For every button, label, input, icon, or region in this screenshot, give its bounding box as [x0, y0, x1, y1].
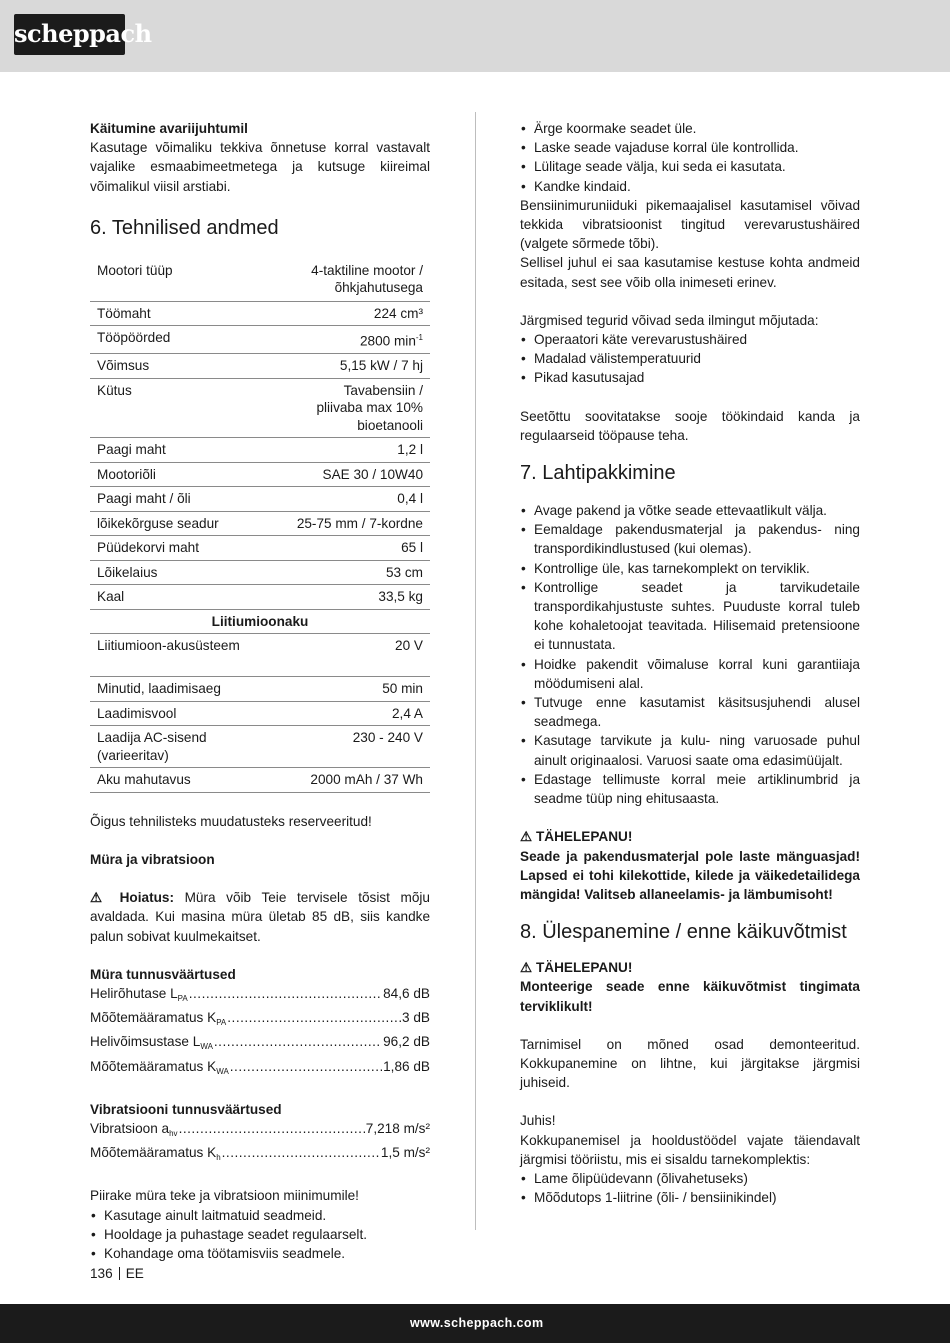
spec-label: Minutid, laadimisaeg — [90, 677, 254, 702]
spec-label: Kütus — [90, 378, 254, 438]
measure-label — [90, 1032, 213, 1056]
spec-row — [90, 701, 430, 726]
spec-value: 5,15 kW / 7 hj — [254, 354, 430, 379]
spec-value-exponent: -1 — [415, 333, 423, 343]
spec-value: 20 V — [254, 634, 430, 677]
measure-label-sub: PA — [177, 994, 188, 1004]
leader-dots — [214, 1032, 382, 1056]
spec-label: Püüdekorvi maht — [90, 536, 254, 561]
list-item: • Eemaldage pakendusmaterjal ja pakendus- ning transpordikindlustused (kui olemas). — [520, 520, 860, 558]
measure-value: 1,5 m/s² — [380, 1145, 430, 1161]
section-8-title: 8. Ülespanemine / enne käikuvõtmist — [520, 921, 847, 944]
spec-value: 53 cm — [254, 560, 430, 585]
spec-label: Aku mahutavus — [90, 768, 254, 793]
list-item: • Lame õlipüüdevann (õlivahetuseks) — [520, 1169, 860, 1188]
website-link[interactable]: www.scheppach.com — [410, 1316, 544, 1330]
spec-row — [90, 677, 430, 702]
leader-dots — [189, 984, 382, 1008]
list-item: • Laske seade vajaduse korral üle kontrollida. — [520, 138, 860, 157]
spec-value: 224 cm³ — [254, 301, 430, 326]
list-item: • Lülitage seade välja, kui seda ei kasutata. — [520, 157, 860, 176]
measure-value: 84,6 dB — [383, 986, 430, 1002]
spec-value-text: 2800 min — [359, 333, 416, 349]
noise-value-row — [90, 984, 430, 1008]
spec-value: 25-75 mm / 7-kordne — [254, 511, 430, 536]
spec-value: 2,4 A — [254, 701, 430, 726]
spec-row — [90, 585, 430, 610]
spec-table — [90, 256, 430, 793]
spec-value: SAE 30 / 10W40 — [254, 462, 430, 487]
spec-value: 2000 mAh / 37 Wh — [254, 768, 430, 793]
spec-row — [90, 326, 430, 354]
spec-value: 1,2 l — [254, 438, 430, 463]
spec-label: Töömaht — [90, 301, 254, 326]
measure-label-text: Mõõtemääramatus K — [90, 1010, 217, 1026]
spec-value: 33,5 kg — [254, 585, 430, 610]
attention-1-title: ⚠ TÄHELEPANU! — [520, 829, 633, 845]
battery-section-title: Liitiumioonaku — [211, 613, 309, 629]
column-divider — [475, 112, 476, 1230]
spec-label: Mootoriõli — [90, 462, 254, 487]
list-item: • Hoidke pakendit võimaluse korral kuni garantiiaja möödumiseni alal. — [520, 655, 860, 693]
noise-values-title: Müra tunnusväärtused — [90, 966, 236, 982]
spec-label: Võimsus — [90, 354, 254, 379]
spec-row — [90, 511, 430, 536]
page-number — [90, 1266, 144, 1281]
spec-row — [90, 256, 430, 302]
emergency-text: Kasutage võimaliku tekkiva õnnetuse korral vastavalt vajalike esmaabimeetmetega ja kutsuge kiireimal võimalikul viisil arstiabi. — [90, 140, 430, 194]
measure-label-sub: h — [216, 1153, 221, 1163]
limit-intro: Piirake müra teke ja vibratsioon miinimumile! — [90, 1188, 359, 1204]
limit-list — [90, 1206, 430, 1264]
spec-value: 65 l — [254, 536, 430, 561]
language-code: EE — [125, 1266, 144, 1281]
spec-row — [90, 378, 430, 438]
spec-row — [90, 634, 430, 677]
spec-label: Liitiumioon-akusüsteem — [90, 634, 254, 677]
measure-label-sub: WA — [216, 1066, 229, 1076]
noise-value-row — [90, 1032, 430, 1056]
spec-value: 50 min — [254, 677, 430, 702]
measure-label-text: Mõõtemääramatus K — [90, 1058, 217, 1074]
noise-value-row — [90, 1008, 430, 1032]
attention-2-title: ⚠ TÄHELEPANU! — [520, 960, 633, 976]
leader-dots — [222, 1143, 380, 1167]
spec-label: Laadija AC-sisend (varieeritav) — [90, 726, 254, 768]
unpack-list — [520, 501, 860, 808]
noise-title: Müra ja vibratsioon — [90, 852, 215, 868]
top-list — [520, 119, 860, 196]
list-item: • Pikad kasutusajad — [520, 368, 860, 387]
reserve-note: Õigus tehnilisteks muudatusteks reserveeritud! — [90, 813, 372, 829]
spec-value: Tavabensiin / pliivaba max 10% bioetanooli — [254, 378, 430, 438]
list-item: • Hooldage ja puhastage seadet regulaarselt. — [90, 1225, 430, 1244]
list-item: • Mõõdutops 1-liitrine (õli- / bensiinikindel) — [520, 1188, 860, 1207]
measure-label-sub: hv — [169, 1129, 178, 1139]
spec-label: Paagi maht — [90, 438, 254, 463]
scheppach-logo: scheppach — [14, 14, 125, 55]
gloves-note: Seetõttu soovitatakse sooje töökindaid kanda ja regulaarseid tööpause teha. — [520, 408, 860, 443]
measure-label-text: Helirõhutase L — [90, 986, 178, 1002]
spec-row — [90, 301, 430, 326]
hint-text: Kokkupanemisel ja hooldustöödel vajate täiendavalt järgmisi tööriistu, mis ei sisaldu tarnekomplektis: — [520, 1132, 860, 1167]
list-item: • Kohandage oma töötamisviis seadmele. — [90, 1244, 430, 1263]
list-item: • Kontrollige üle, kas tarnekomplekt on terviklik. — [520, 559, 860, 578]
vibration-value-row — [90, 1143, 430, 1167]
spec-value: 230 - 240 V — [254, 726, 430, 768]
section-6-title: 6. Tehnilised andmed — [90, 216, 279, 239]
list-item: • Tutvuge enne kasutamist käsitsusjuhendi alusel seadmega. — [520, 693, 860, 731]
list-item: • Kasutage ainult laitmatuid seadmeid. — [90, 1206, 430, 1225]
measure-label-text: Vibratsioon a — [90, 1121, 170, 1137]
measure-value: 7,218 m/s² — [365, 1121, 430, 1137]
measure-label — [90, 984, 188, 1008]
list-item: • Madalad välistemperatuurid — [520, 349, 860, 368]
spec-label: Laadimisvool — [90, 701, 254, 726]
measure-label-sub: PA — [216, 1018, 227, 1028]
spec-label: Mootori tüüp — [90, 256, 254, 302]
spec-section-row — [90, 609, 430, 634]
hint-title: Juhis! — [520, 1113, 556, 1129]
page-footer — [0, 1304, 950, 1343]
emergency-title: Käitumine avariijuhtumil — [90, 121, 248, 136]
noise-warning-text: Müra võib Teie tervisele tõsist mõju avaldada. Kui masina müra ületab 85 dB, siis kandke palun sobivat kuulmekaitset. — [90, 890, 430, 944]
noise-warning-label: ⚠ Hoiatus: — [90, 890, 174, 906]
page-header — [0, 0, 950, 72]
measure-label — [90, 1143, 221, 1167]
spec-value: 0,4 l — [254, 487, 430, 512]
vibration-paragraph-1: Bensiinimuruniiduki pikemaajalisel kasutamisel võivad tekkida vibratsioonist tingitud verevarustushäired (valgete sõrmede tõbi). — [520, 197, 860, 252]
spec-value — [254, 326, 430, 354]
noise-warning — [90, 888, 430, 946]
spec-row — [90, 354, 430, 379]
leader-dots — [230, 1057, 382, 1081]
leader-dots — [227, 1008, 401, 1032]
spec-label: Kaal — [90, 585, 254, 610]
list-item: • Avage pakend ja võtke seade ettevaatlikult välja. — [520, 501, 860, 520]
list-item: • Edastage tellimuste korral meie artiklinumbrid ja seadme tüüp ning ehitusaasta. — [520, 770, 860, 808]
spec-row — [90, 487, 430, 512]
spec-value: 4-taktiline mootor / õhkjahutusega — [254, 256, 430, 302]
spec-row — [90, 560, 430, 585]
list-item: • Operaatori käte verevarustushäired — [520, 330, 860, 349]
spec-label: Paagi maht / õli — [90, 487, 254, 512]
spec-row — [90, 462, 430, 487]
measure-label — [90, 1008, 226, 1032]
noise-value-row — [90, 1057, 430, 1081]
vibration-value-row — [90, 1119, 430, 1143]
spec-label: Lõikelaius — [90, 560, 254, 585]
spec-label: Tööpöörded — [90, 326, 254, 354]
list-item: • Kandke kindaid. — [520, 177, 860, 196]
spec-row — [90, 536, 430, 561]
measure-value: 1,86 dB — [383, 1058, 430, 1074]
measure-label-sub: WA — [200, 1042, 213, 1052]
page-number-value: 136 — [90, 1266, 113, 1281]
left-column — [90, 119, 430, 1263]
list-item: • Kasutage tarvikute ja kulu- ning varuosade puhul ainult originaalosi. Varuosi saate oma edasimüüjalt. — [520, 731, 860, 769]
spec-row — [90, 438, 430, 463]
vibration-paragraph-2: Sellisel juhul ei saa kasutamise kestuse kohta andmeid esitada, sest see võib olla inimeseti erinev. — [520, 255, 860, 290]
delivery-note: Tarnimisel on mõned osad demonteeritud. Kokkupanemine on lihtne, kui järgitakse järgmisi juhiseid. — [520, 1036, 860, 1091]
page-separator — [119, 1267, 120, 1280]
section-7-title: 7. Lahtipakkimine — [520, 462, 676, 485]
attention-1-text: Seade ja pakendusmaterjal pole laste mänguasjad! Lapsed ei tohi kilekottide, kilede ja väikedetailidega mängida! Valitseb allaneelamis- ja lämbumisoht! — [520, 848, 860, 902]
measure-value: 96,2 dB — [383, 1034, 430, 1050]
attention-2-text: Monteerige seade enne käikuvõtmist tingimata terviklikult! — [520, 979, 860, 1014]
measure-label — [90, 1057, 229, 1081]
measure-value: 3 dB — [402, 1010, 430, 1026]
measure-label-text: Mõõtemääramatus K — [90, 1145, 217, 1161]
measure-label — [90, 1119, 178, 1143]
list-item: • Kontrollige seadet ja tarvikudetaile transpordikahjustuste suhtes. Puuduste korral tuleb kohe kohaletoojat teavitada. Hilisemaid pretensioone ei tunnustata. — [520, 578, 860, 655]
right-column — [520, 119, 860, 1207]
spec-label: lõikekõrguse seadur — [90, 511, 254, 536]
spec-row — [90, 768, 430, 793]
vibration-title: Vibratsiooni tunnusväärtused — [90, 1101, 282, 1117]
list-item: • Ärge koormake seadet üle. — [520, 119, 860, 138]
factors-intro: Järgmised tegurid võivad seda ilmingut mõjutada: — [520, 312, 819, 328]
measure-label-text: Helivõimsustase L — [90, 1034, 201, 1050]
leader-dots — [179, 1119, 365, 1143]
factors-list — [520, 330, 860, 388]
spec-row — [90, 726, 430, 768]
tools-list — [520, 1169, 860, 1207]
